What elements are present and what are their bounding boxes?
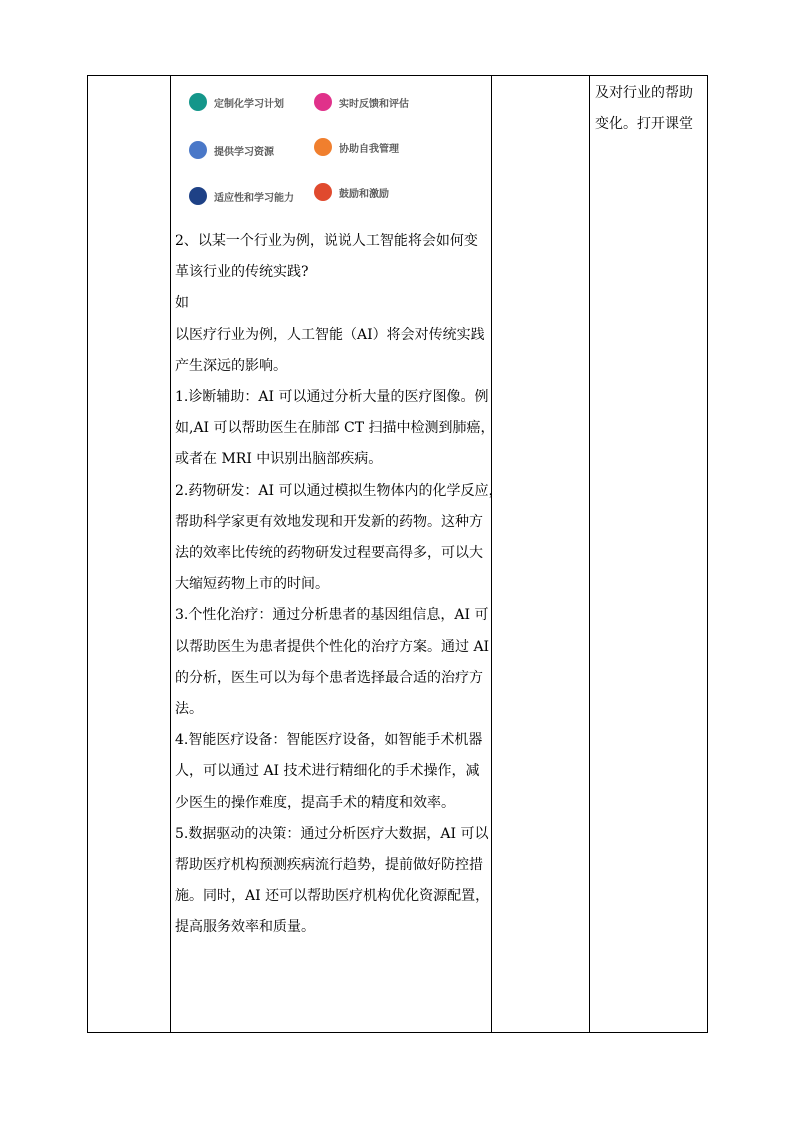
text-line: 1.诊断辅助：AI 可以通过分析大量的医疗图像。例 bbox=[175, 389, 489, 406]
text-line: 人，可以通过 AI 技术进行精细化的手术操作，减 bbox=[175, 763, 480, 780]
text-line: 法的效率比传统的药物研发过程要高得多，可以大 bbox=[175, 545, 483, 562]
text-line: 如,AI 可以帮助医生在肺部 CT 扫描中检测到肺癌， bbox=[175, 420, 495, 437]
legend-item bbox=[189, 141, 274, 159]
text-line: 的分析，医生可以为每个患者选择最合适的治疗方 bbox=[175, 669, 483, 686]
legend-dot bbox=[314, 183, 332, 201]
text-line: 3.个性化治疗：通过分析患者的基因组信息，AI 可 bbox=[175, 607, 489, 624]
legend-item bbox=[189, 93, 284, 111]
text-line: 以帮助医生为患者提供个性化的治疗方案。通过 AI bbox=[175, 638, 490, 655]
legend-item bbox=[314, 183, 389, 201]
text-line: 帮助科学家更有效地发现和开发新的药物。这种方 bbox=[175, 513, 483, 530]
legend-dot bbox=[189, 93, 207, 111]
text-line: 2.药物研发：AI 可以通过模拟生物体内的化学反应， bbox=[175, 482, 503, 499]
text-line: 施。同时，AI 还可以帮助医疗机构优化资源配置， bbox=[175, 888, 490, 905]
legend-label: 协助自我管理 bbox=[339, 143, 399, 155]
text-line: 2、以某一个行业为例，说说人工智能将会如何变 bbox=[175, 233, 478, 249]
text-line: 或者在 MRI 中识别出脑部疾病。 bbox=[175, 451, 383, 468]
legend-item bbox=[189, 187, 294, 205]
legend-label: 定制化学习计划 bbox=[214, 98, 284, 110]
ai-learning-legend bbox=[189, 93, 449, 213]
text-line: 及对行业的帮助 bbox=[595, 85, 693, 101]
text-line: 产生深远的影响。 bbox=[175, 357, 287, 374]
text-line: 法。 bbox=[175, 701, 203, 718]
text-line: 革该行业的传统实践? bbox=[175, 264, 309, 281]
legend-label: 实时反馈和评估 bbox=[339, 98, 409, 110]
right-column-text bbox=[595, 78, 707, 140]
column-divider-1 bbox=[170, 76, 171, 1032]
legend-dot bbox=[189, 187, 207, 205]
text-line: 提高服务效率和质量。 bbox=[175, 919, 315, 936]
legend-item bbox=[314, 138, 399, 156]
legend-label: 提供学习资源 bbox=[214, 146, 274, 158]
text-line: 少医生的操作难度，提高手术的精度和效率。 bbox=[175, 794, 455, 811]
text-line: 5.数据驱动的决策：通过分析医疗大数据，AI 可以 bbox=[175, 825, 489, 842]
text-line: 大缩短药物上市的时间。 bbox=[175, 576, 329, 593]
legend-dot bbox=[314, 138, 332, 156]
answer-text bbox=[175, 226, 503, 944]
legend-dot bbox=[189, 141, 207, 159]
text-line: 变化。打开课堂 bbox=[595, 116, 693, 133]
legend-item bbox=[314, 93, 409, 111]
column-divider-2 bbox=[491, 76, 492, 1032]
legend-label: 适应性和学习能力 bbox=[214, 192, 294, 204]
text-line: 以医疗行业为例，人工智能（AI）将会对传统实践 bbox=[175, 326, 485, 343]
lesson-table bbox=[87, 75, 708, 1033]
column-divider-3 bbox=[589, 76, 590, 1032]
text-line: 如 bbox=[175, 295, 189, 312]
legend-label: 鼓励和激励 bbox=[339, 188, 389, 200]
text-line: 4.智能医疗设备：智能医疗设备，如智能手术机器 bbox=[175, 732, 483, 749]
legend-dot bbox=[314, 93, 332, 111]
text-line: 帮助医疗机构预测疾病流行趋势，提前做好防控措 bbox=[175, 857, 483, 874]
